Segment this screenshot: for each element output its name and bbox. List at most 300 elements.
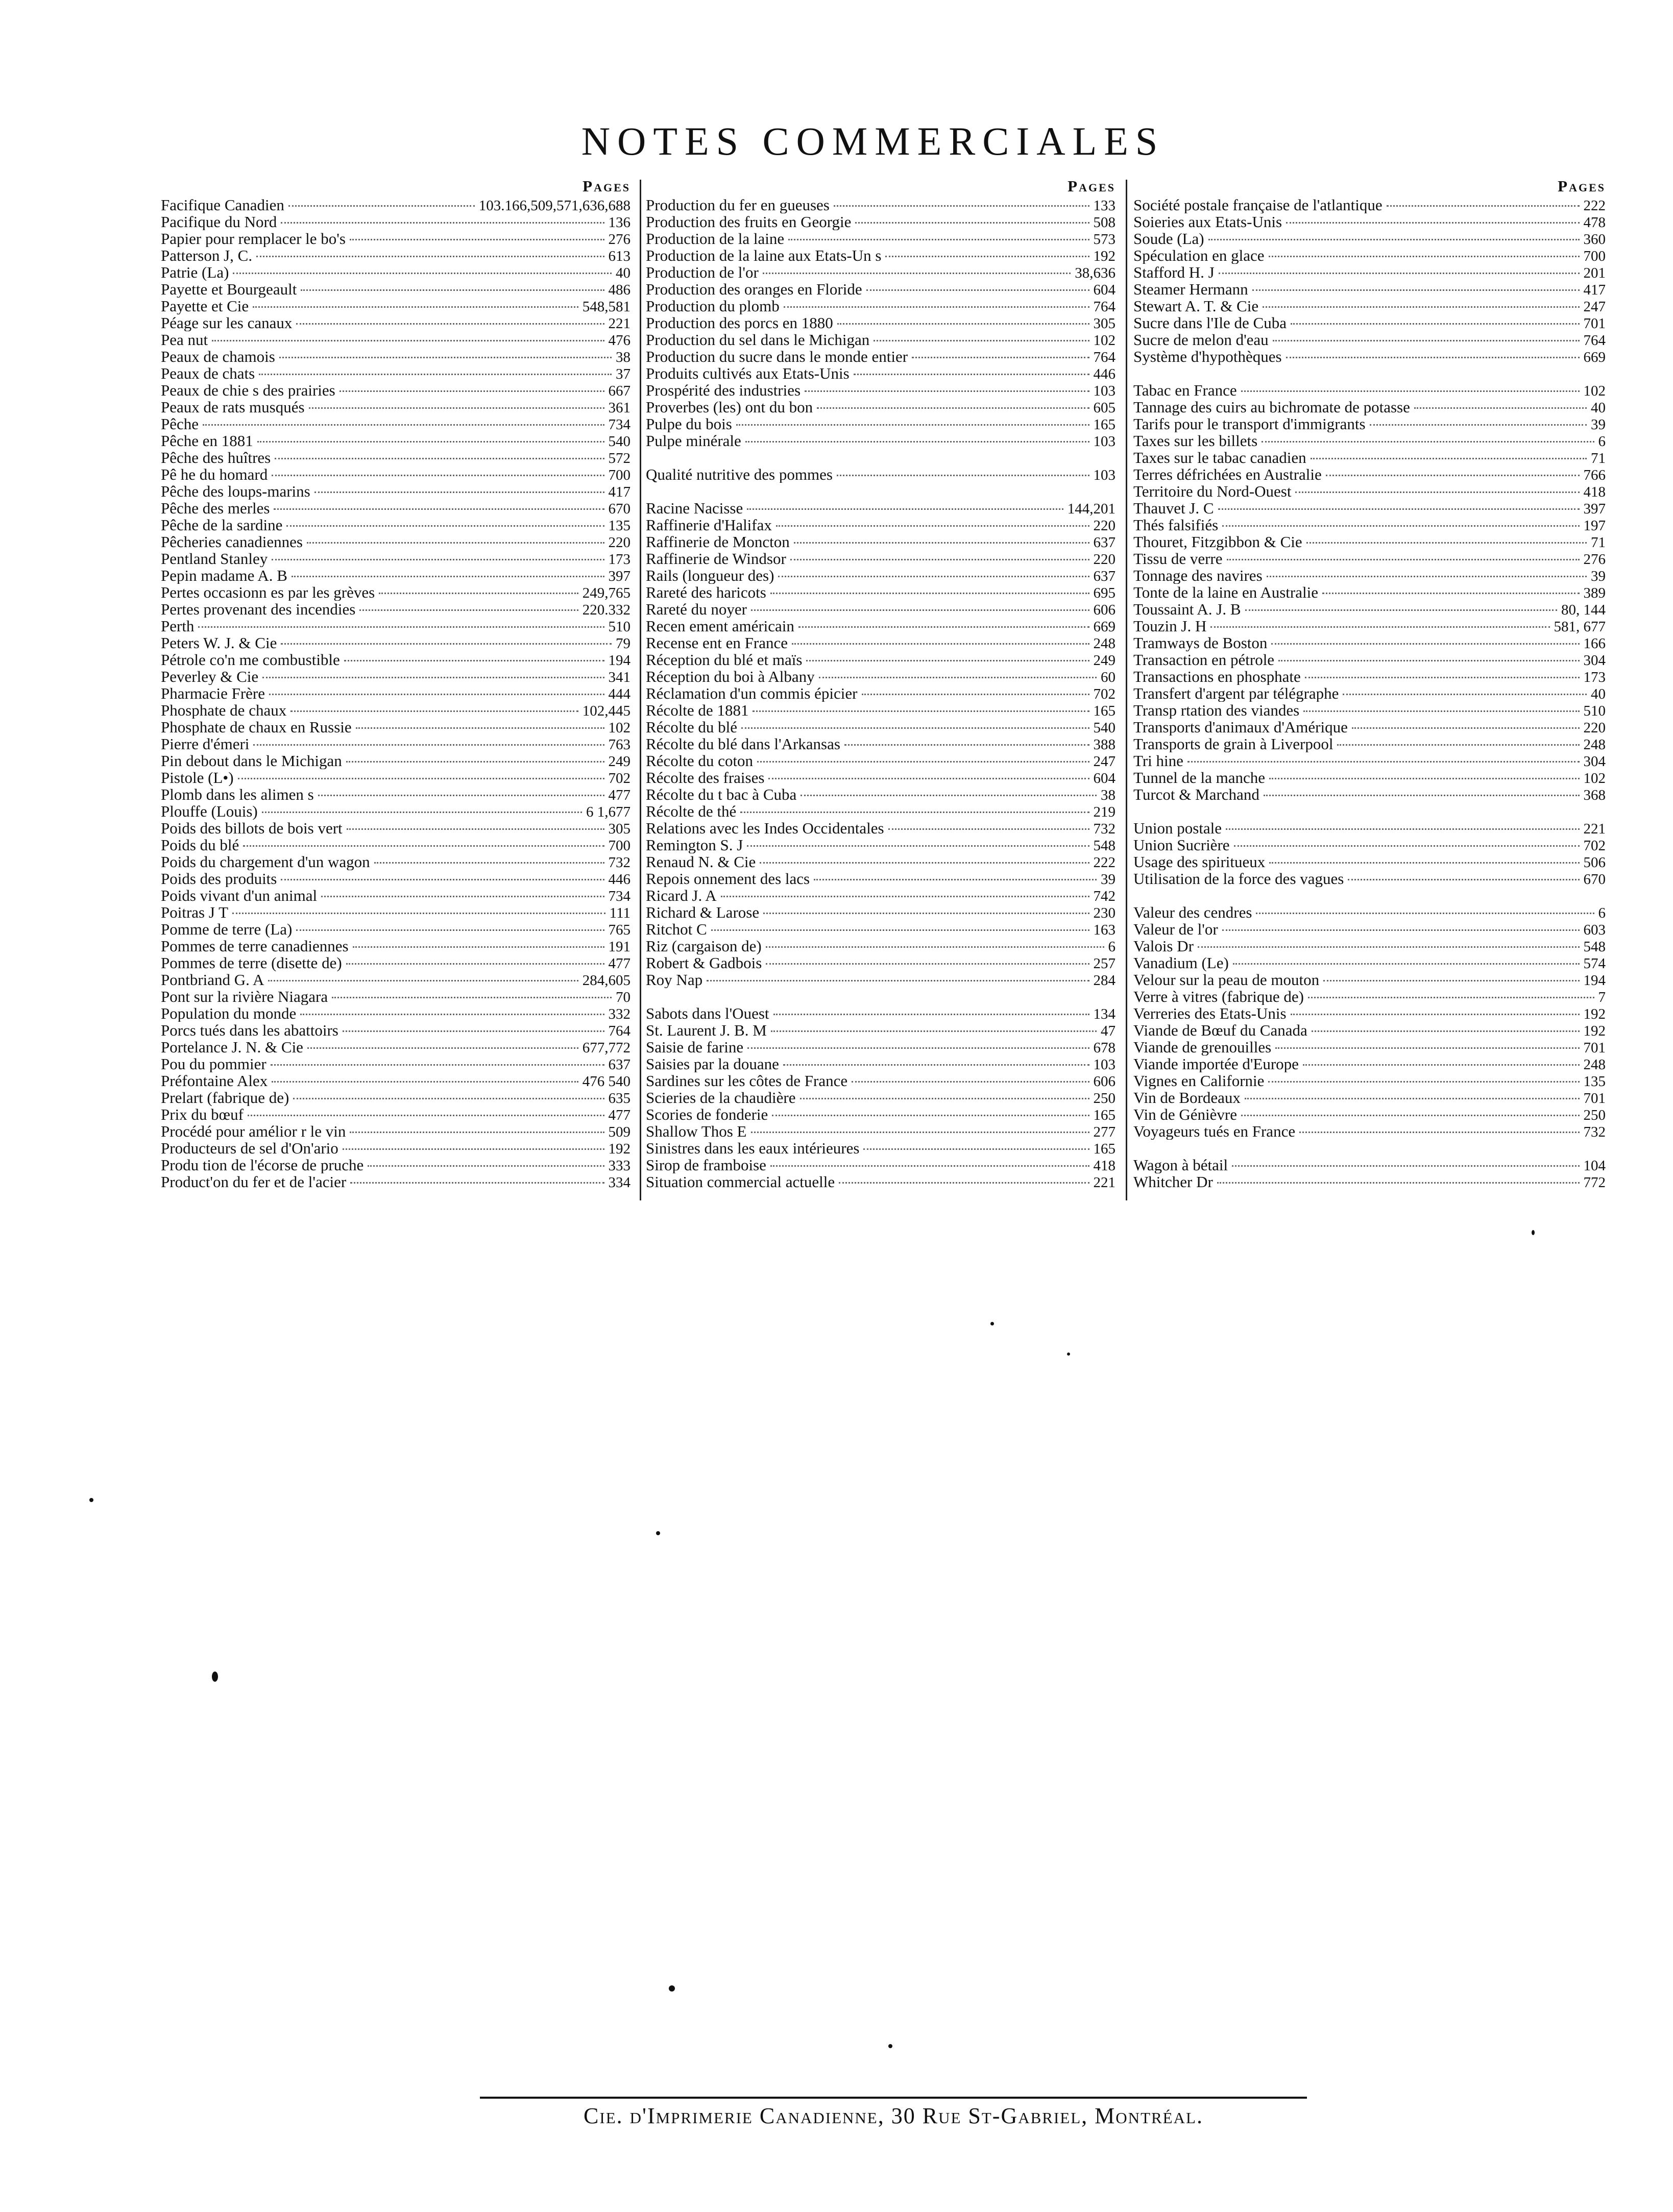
index-entry — [646, 938, 1116, 954]
entry-title: Thouret, Fitzgibbon & Cie — [1133, 533, 1302, 550]
dot-leader — [346, 761, 604, 763]
entry-page: 103 — [1093, 433, 1116, 449]
printer-imprint: Cie. d'Imprimerie Canadienne, 30 Rue St-Gabriel, Montréal. — [584, 2103, 1203, 2128]
index-entry — [1133, 904, 1606, 921]
entry-page: 702 — [1093, 686, 1116, 702]
entry-title: Tramways de Boston — [1133, 634, 1268, 651]
index-entry — [161, 1157, 631, 1173]
index-entry — [161, 399, 631, 415]
dot-leader — [814, 879, 1097, 880]
dot-leader — [1222, 929, 1580, 931]
index-column-3 — [1133, 176, 1606, 1190]
entry-title: Sucre de melon d'eau — [1133, 331, 1269, 348]
index-entry — [646, 954, 1116, 971]
entry-page: 135 — [1583, 1073, 1606, 1089]
entry-title: Stewart A. T. & Cie — [1133, 298, 1259, 314]
index-entry — [161, 904, 631, 921]
index-entry — [646, 550, 1116, 567]
dot-leader — [1245, 609, 1557, 611]
entry-page: 477 — [608, 787, 631, 803]
dot-leader — [1208, 239, 1580, 240]
scan-speck — [89, 1498, 93, 1502]
entry-title: Saisie de farine — [646, 1039, 744, 1055]
entry-page: 6 — [1598, 433, 1606, 449]
entry-page: 257 — [1093, 955, 1116, 971]
entry-page: 247 — [1583, 299, 1606, 314]
entry-title: Production des fruits en Georgie — [646, 213, 852, 230]
entry-page: 508 — [1093, 214, 1116, 230]
entry-page: 477 — [608, 955, 631, 971]
entry-title: Shallow Thos E — [646, 1123, 747, 1140]
entry-title: Poitras J T — [161, 904, 229, 921]
pages-header: Pages — [1068, 177, 1116, 195]
entry-title: Recense ent en France — [646, 634, 788, 651]
dot-leader — [768, 778, 1089, 779]
entry-title: Wagon à bétail — [1133, 1157, 1228, 1173]
dot-leader — [296, 323, 604, 325]
entry-title: Pin debout dans le Michigan — [161, 752, 342, 769]
entry-title: Racine Nacisse — [646, 500, 743, 517]
index-entry — [1133, 550, 1606, 567]
index-entry — [161, 1123, 631, 1140]
index-entry — [646, 399, 1116, 415]
entry-page: 701 — [1583, 315, 1606, 331]
entry-page: 284 — [1093, 972, 1116, 988]
entry-page: 249,765 — [582, 585, 631, 601]
entry-page: 103 — [1093, 383, 1116, 399]
entry-page: 417 — [1583, 282, 1606, 298]
index-entry — [1133, 1005, 1606, 1022]
entry-title: Steamer Hermann — [1133, 281, 1248, 298]
entry-title: Pê he du homard — [161, 466, 268, 483]
entry-page: 40 — [616, 265, 631, 281]
dot-leader — [309, 407, 604, 409]
entry-page: 360 — [1583, 231, 1606, 247]
entry-title: Production du plomb — [646, 298, 780, 314]
entry-page: 38 — [616, 349, 631, 365]
index-entry — [646, 601, 1116, 618]
entry-page: 201 — [1583, 265, 1606, 281]
dot-leader — [1241, 1115, 1580, 1116]
index-entry — [1133, 466, 1606, 483]
entry-title: Valeur de l'or — [1133, 921, 1218, 938]
entry-page: 248 — [1583, 1056, 1606, 1072]
dot-leader — [307, 542, 604, 544]
entry-title: Qualité nutritive des pommes — [646, 466, 833, 483]
entry-title: Pepin madame A. B — [161, 567, 287, 584]
index-entry — [1133, 853, 1606, 870]
entry-title: Réception du boi à Albany — [646, 668, 815, 685]
entry-title: Tonte de la laine en Australie — [1133, 584, 1318, 601]
entry-title: Pertes provenant des incendies — [161, 601, 356, 618]
entry-page: 250 — [1583, 1107, 1606, 1123]
dot-leader — [1218, 508, 1580, 510]
index-entry — [1133, 533, 1606, 550]
dot-leader — [912, 357, 1089, 358]
dot-leader — [763, 273, 1071, 274]
entry-page: 478 — [1583, 214, 1606, 230]
index-entry — [161, 432, 631, 449]
entry-title: Péage sur les canaux — [161, 314, 293, 331]
entry-title: Pulpe minérale — [646, 432, 741, 449]
index-entry — [1133, 752, 1606, 769]
entry-title: Vin de Génièvre — [1133, 1106, 1237, 1123]
index-entry — [161, 971, 631, 988]
entry-title: Tissu de verre — [1133, 550, 1223, 567]
entry-title: Product'on du fer et de l'acier — [161, 1173, 347, 1190]
index-entry — [161, 988, 631, 1005]
dot-leader — [773, 1014, 1089, 1015]
index-entry — [1133, 196, 1606, 213]
entry-page: 574 — [1583, 955, 1606, 971]
entry-page: 540 — [608, 433, 631, 449]
dot-leader — [1303, 1064, 1580, 1066]
entry-title: Tannage des cuirs au bichromate de potasse — [1133, 399, 1410, 415]
entry-title: Whitcher Dr — [1133, 1173, 1213, 1190]
index-entry — [161, 954, 631, 971]
entry-title: Territoire du Nord-Ouest — [1133, 483, 1292, 500]
index-entry — [646, 314, 1116, 331]
dot-leader — [1291, 1014, 1580, 1015]
entry-page: 134 — [1093, 1006, 1116, 1022]
entry-title: Prospérité des industries — [646, 382, 801, 399]
dot-leader — [262, 677, 604, 678]
dot-leader — [1219, 273, 1580, 274]
dot-leader — [817, 407, 1089, 409]
entry-title: Prix du bœuf — [161, 1106, 244, 1123]
entry-page: 669 — [1093, 619, 1116, 634]
index-entry — [161, 668, 631, 685]
index-entry — [161, 331, 631, 348]
index-entry — [1133, 820, 1606, 837]
dot-leader — [1227, 559, 1580, 560]
blank-row — [1133, 1140, 1606, 1157]
entry-title: Relations avec les Indes Occidentales — [646, 820, 884, 837]
entry-title: Pêche — [161, 415, 199, 432]
entry-page: 604 — [1093, 282, 1116, 298]
index-entry — [161, 1173, 631, 1190]
dot-leader — [353, 946, 604, 948]
index-entry — [161, 1022, 631, 1039]
dot-leader — [834, 205, 1089, 207]
dot-leader — [885, 256, 1089, 257]
dot-leader — [281, 879, 604, 880]
entry-page: 637 — [1093, 568, 1116, 584]
entry-title: Tri hine — [1133, 752, 1183, 769]
entry-title: Réclamation d'un commis épicier — [646, 685, 858, 702]
entry-page: 249 — [608, 753, 631, 769]
dot-leader — [776, 525, 1089, 527]
index-entry — [1133, 264, 1606, 281]
entry-page: 37 — [616, 366, 631, 382]
entry-title: St. Laurent J. B. M — [646, 1022, 767, 1039]
entry-page: 701 — [1583, 1090, 1606, 1106]
index-entry — [1133, 870, 1606, 887]
column-divider — [640, 180, 641, 1200]
index-entry — [161, 820, 631, 837]
entry-title: Remington S. J — [646, 837, 743, 853]
index-entry — [1133, 567, 1606, 584]
dot-leader — [1291, 323, 1580, 325]
index-entry — [1133, 1157, 1606, 1173]
entry-page: 604 — [1093, 770, 1116, 786]
entry-page: 333 — [608, 1158, 631, 1173]
entry-page: 476 540 — [582, 1073, 631, 1089]
dot-leader — [1326, 475, 1580, 476]
dot-leader — [1198, 946, 1580, 948]
entry-title: Phosphate de chaux — [161, 702, 287, 719]
entry-title: Production des porcs en 1880 — [646, 314, 833, 331]
dot-leader — [854, 374, 1089, 375]
entry-page: 220 — [1093, 551, 1116, 567]
dot-leader — [1245, 1098, 1580, 1099]
entry-page: 60 — [1101, 669, 1116, 685]
entry-page: 163 — [1093, 922, 1116, 938]
entry-page: 39 — [1591, 568, 1606, 584]
dot-leader — [1256, 913, 1594, 914]
entry-page: 548,581 — [582, 299, 631, 314]
index-entry — [1133, 1089, 1606, 1106]
index-entry — [1133, 954, 1606, 971]
entry-title: Pêcheries canadiennes — [161, 533, 303, 550]
index-entry — [646, 1072, 1116, 1089]
pages-header: Pages — [1558, 177, 1606, 195]
entry-page: 80, 144 — [1561, 602, 1606, 618]
entry-title: Pêche des huîtres — [161, 449, 271, 466]
entry-title: Taxes sur le tabac canadien — [1133, 449, 1306, 466]
dot-leader — [747, 845, 1089, 847]
index-entry — [646, 365, 1116, 382]
dot-leader — [272, 559, 604, 560]
index-entry — [161, 752, 631, 769]
entry-page: 368 — [1583, 787, 1606, 803]
index-entry — [1133, 281, 1606, 298]
entry-page: 173 — [1583, 669, 1606, 685]
dot-leader — [771, 1030, 1097, 1032]
entry-title: Poids des billots de bois vert — [161, 820, 343, 837]
entry-title: Plomb dans les alimen s — [161, 786, 314, 803]
entry-title: Récolte du t bac à Cuba — [646, 786, 797, 803]
entry-title: Portelance J. N. & Cie — [161, 1039, 303, 1055]
index-entry — [1133, 247, 1606, 264]
dot-leader — [760, 862, 1089, 864]
index-entry — [161, 213, 631, 230]
entry-page: 700 — [608, 838, 631, 853]
dot-leader — [805, 390, 1089, 392]
entry-title: Stafford H. J — [1133, 264, 1215, 281]
index-entry — [1133, 483, 1606, 500]
entry-title: Récolte du blé — [646, 719, 738, 735]
entry-title: Transports de grain à Liverpool — [1133, 735, 1333, 752]
index-entry — [161, 786, 631, 803]
entry-page: 305 — [608, 821, 631, 837]
entry-title: Peverley & Cie — [161, 668, 259, 685]
dot-leader — [855, 222, 1089, 224]
entry-page: 732 — [1583, 1124, 1606, 1140]
entry-title: Pomme de terre (La) — [161, 921, 293, 938]
scan-speck — [888, 2044, 892, 2048]
entry-title: Scieries de la chaudière — [646, 1089, 796, 1106]
index-entry — [646, 1039, 1116, 1055]
index-entry — [646, 247, 1116, 264]
entry-title: Tonnage des navires — [1133, 567, 1263, 584]
entry-page: 446 — [1093, 366, 1116, 382]
entry-title: Sinistres dans les eaux intérieures — [646, 1140, 860, 1157]
entry-title: Valeur des cendres — [1133, 904, 1252, 921]
index-entry — [1133, 298, 1606, 314]
dot-leader — [778, 576, 1089, 577]
entry-title: Roy Nap — [646, 971, 703, 988]
index-entry — [646, 837, 1116, 853]
index-entry — [1133, 213, 1606, 230]
entry-title: Plouffe (Louis) — [161, 803, 258, 820]
entry-title: Vin de Bordeaux — [1133, 1089, 1241, 1106]
blank-row — [1133, 803, 1606, 820]
entry-title: Soieries aux Etats-Unis — [1133, 213, 1282, 230]
entry-page: 284,605 — [582, 972, 631, 988]
entry-title: Pacifique du Nord — [161, 213, 277, 230]
entry-title: Union postale — [1133, 820, 1222, 837]
dot-leader — [770, 1165, 1089, 1167]
entry-title: Vanadium (Le) — [1133, 954, 1229, 971]
index-entry — [646, 735, 1116, 752]
index-column-2 — [646, 176, 1116, 1190]
dot-leader — [766, 963, 1089, 965]
dot-leader — [1306, 542, 1587, 544]
dot-leader — [1337, 744, 1579, 746]
index-entry — [646, 382, 1116, 399]
index-entry — [646, 1173, 1116, 1190]
dot-leader — [243, 845, 604, 847]
entry-title: Production des oranges en Floride — [646, 281, 862, 298]
dot-leader — [1308, 997, 1594, 998]
index-entry — [646, 786, 1116, 803]
dot-leader — [248, 1115, 604, 1116]
entry-page: 6 — [1598, 905, 1606, 921]
index-entry — [646, 668, 1116, 685]
index-entry — [646, 533, 1116, 550]
index-entry — [161, 769, 631, 786]
entry-page: 606 — [1093, 1073, 1116, 1089]
dot-leader — [711, 929, 1089, 931]
index-entry — [1133, 230, 1606, 247]
dot-leader — [256, 256, 604, 257]
entry-page: 79 — [616, 635, 631, 651]
entry-title: Viande de Bœuf du Canada — [1133, 1022, 1307, 1039]
entry-page: 40 — [1591, 686, 1606, 702]
dot-leader — [379, 593, 578, 594]
index-entry — [161, 415, 631, 432]
entry-title: Spéculation en glace — [1133, 247, 1265, 264]
index-entry — [1133, 449, 1606, 466]
entry-title: Ritchot C — [646, 921, 707, 938]
entry-page: 38 — [1101, 787, 1116, 803]
entry-page: 572 — [608, 450, 631, 466]
index-entry — [646, 415, 1116, 432]
index-entry — [161, 230, 631, 247]
index-entry — [161, 735, 631, 752]
scan-speck — [1532, 1230, 1535, 1235]
entry-title: Saisies par la douane — [646, 1055, 779, 1072]
index-entry — [646, 870, 1116, 887]
entry-page: 250 — [1093, 1090, 1116, 1106]
entry-title: Pommes de terre (disette de) — [161, 954, 342, 971]
entry-page: 220 — [1093, 518, 1116, 533]
entry-page: 133 — [1093, 198, 1116, 213]
dot-leader — [1312, 1030, 1580, 1032]
entry-page: 305 — [1093, 315, 1116, 331]
entry-page: 47 — [1101, 1023, 1116, 1039]
dot-leader — [356, 727, 604, 729]
dot-leader — [301, 289, 604, 291]
index-entry — [1133, 432, 1606, 449]
entry-page: 220 — [1583, 720, 1606, 735]
entry-title: Peaux de chamois — [161, 348, 275, 365]
entry-title: Pontbriand G. A — [161, 971, 264, 988]
entry-page: 222 — [1583, 198, 1606, 213]
dot-leader — [368, 1165, 604, 1167]
index-entry — [1133, 331, 1606, 348]
entry-page: 361 — [608, 400, 631, 415]
entry-page: 192 — [1583, 1006, 1606, 1022]
index-entry — [1133, 685, 1606, 702]
dot-leader — [293, 1098, 604, 1099]
entry-title: Production de la laine — [646, 230, 785, 247]
entry-page: 669 — [1583, 349, 1606, 365]
dot-leader — [296, 929, 604, 931]
entry-title: Récolte des fraises — [646, 769, 765, 786]
entry-page: 764 — [1583, 332, 1606, 348]
entry-title: Récolte du coton — [646, 752, 754, 769]
entry-page: 165 — [1093, 1141, 1116, 1157]
index-entry — [1133, 399, 1606, 415]
entry-title: Viande de grenouilles — [1133, 1039, 1272, 1055]
dot-leader — [1414, 407, 1587, 409]
entry-page: 70 — [616, 989, 631, 1005]
index-entry — [1133, 601, 1606, 618]
entry-page: 40 — [1591, 400, 1606, 415]
index-entry — [161, 1140, 631, 1157]
entry-title: Union Sucrière — [1133, 837, 1230, 853]
entry-title: Produ tion de l'écorse de pruche — [161, 1157, 364, 1173]
index-entry — [161, 382, 631, 399]
entry-page: 678 — [1093, 1040, 1116, 1055]
entry-title: Soude (La) — [1133, 230, 1204, 247]
index-entry — [646, 904, 1116, 921]
entry-title: Viande importée d'Europe — [1133, 1055, 1299, 1072]
dot-leader — [274, 508, 604, 510]
dot-leader — [281, 222, 604, 224]
footer-rule — [480, 2097, 1307, 2099]
entry-page: 613 — [608, 248, 631, 264]
entry-title: Transp rtation des viandes — [1133, 702, 1300, 719]
entry-title: Ricard J. A — [646, 887, 717, 904]
entry-title: Tabac en France — [1133, 382, 1237, 399]
entry-title: Pont sur la rivière Niagara — [161, 988, 328, 1005]
dot-leader — [792, 643, 1089, 645]
index-entry — [161, 870, 631, 887]
entry-title: Velour sur la peau de mouton — [1133, 971, 1320, 988]
index-entry — [646, 281, 1116, 298]
entry-page: 247 — [1093, 753, 1116, 769]
entry-page: 194 — [608, 652, 631, 668]
entry-page: 742 — [1093, 888, 1116, 904]
dot-leader — [763, 913, 1089, 914]
index-entry — [646, 1005, 1116, 1022]
dot-leader — [1187, 761, 1580, 763]
index-entry — [646, 719, 1116, 735]
entry-page: 603 — [1583, 922, 1606, 938]
